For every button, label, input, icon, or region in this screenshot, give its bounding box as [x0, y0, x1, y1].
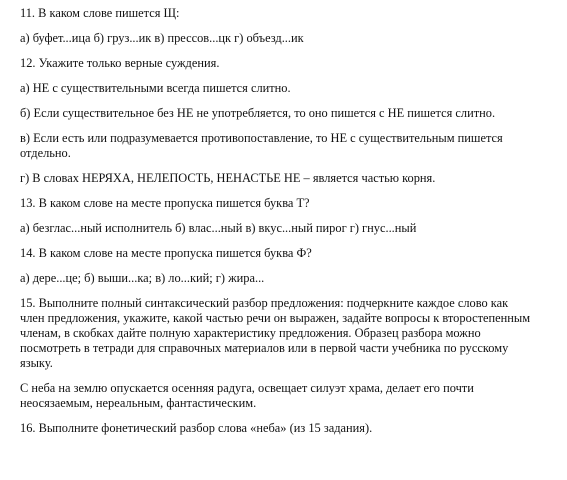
question-13-options-text: а) безглас...ный исполнитель б) влас...ный в) вкус...ный пирог г) гнус...ный	[20, 221, 417, 235]
question-15-line5: языку.	[20, 356, 53, 370]
question-15	[20, 296, 560, 371]
question-13	[20, 196, 560, 211]
question-12-option-a-text: а) НЕ с существительными всегда пишется слитно.	[20, 81, 291, 95]
question-14-options	[20, 271, 560, 286]
document-page	[20, 6, 560, 436]
question-12-title: 12. Укажите только верные суждения.	[20, 56, 220, 70]
question-12-option-b	[20, 106, 560, 121]
question-14-title: 14. В каком слове на месте пропуска пишется буква Ф?	[20, 246, 312, 260]
question-13-title: 13. В каком слове на месте пропуска пишется буква Т?	[20, 196, 310, 210]
question-15-line4: посмотреть в тетради для справочных материалов или в первой части учебника по русскому	[20, 341, 509, 355]
question-12-option-a	[20, 81, 560, 96]
question-12-option-v-line2: отдельно.	[20, 146, 71, 160]
question-12	[20, 56, 560, 71]
question-16	[20, 421, 560, 436]
question-12-option-v	[20, 131, 560, 161]
question-11-options-text: а) буфет...ица б) груз...ик в) прессов...цк г) объезд...ик	[20, 31, 304, 45]
question-15-sentence-line1: С неба на землю опускается осенняя радуга, освещает силуэт храма, делает его почти	[20, 381, 474, 395]
question-11	[20, 6, 560, 21]
question-16-title: 16. Выполните фонетический разбор слова «неба» (из 15 задания).	[20, 421, 373, 435]
question-11-title: 11. В каком слове пишется Щ:	[20, 6, 180, 20]
question-12-option-g-text: г) В словах НЕРЯХА, НЕЛЕПОСТЬ, НЕНАСТЬЕ НЕ – является частью корня.	[20, 171, 436, 185]
question-11-options	[20, 31, 560, 46]
question-15-line3: членам, в скобках дайте полную характеристику предложения. Образец разбора можно	[20, 326, 481, 340]
question-15-line1: 15. Выполните полный синтаксический разбор предложения: подчеркните каждое слово как	[20, 296, 509, 310]
question-14	[20, 246, 560, 261]
question-12-option-g	[20, 171, 560, 186]
question-15-line2: член предложения, укажите, какой частью речи он выражен, задайте вопросы к второстепенным	[20, 311, 531, 325]
question-12-option-v-line1: в) Если есть или подразумевается противопоставление, то НЕ с существительным пишется	[20, 131, 503, 145]
question-13-options	[20, 221, 560, 236]
question-14-options-text: а) дере...це; б) выши...ка; в) ло...кий; г) жира...	[20, 271, 265, 285]
question-15-sentence-line2: неосязаемым, нереальным, фантастическим.	[20, 396, 257, 410]
question-12-option-b-text: б) Если существительное без НЕ не употребляется, то оно пишется с НЕ пишется слитно.	[20, 106, 496, 120]
question-15-sentence	[20, 381, 560, 411]
